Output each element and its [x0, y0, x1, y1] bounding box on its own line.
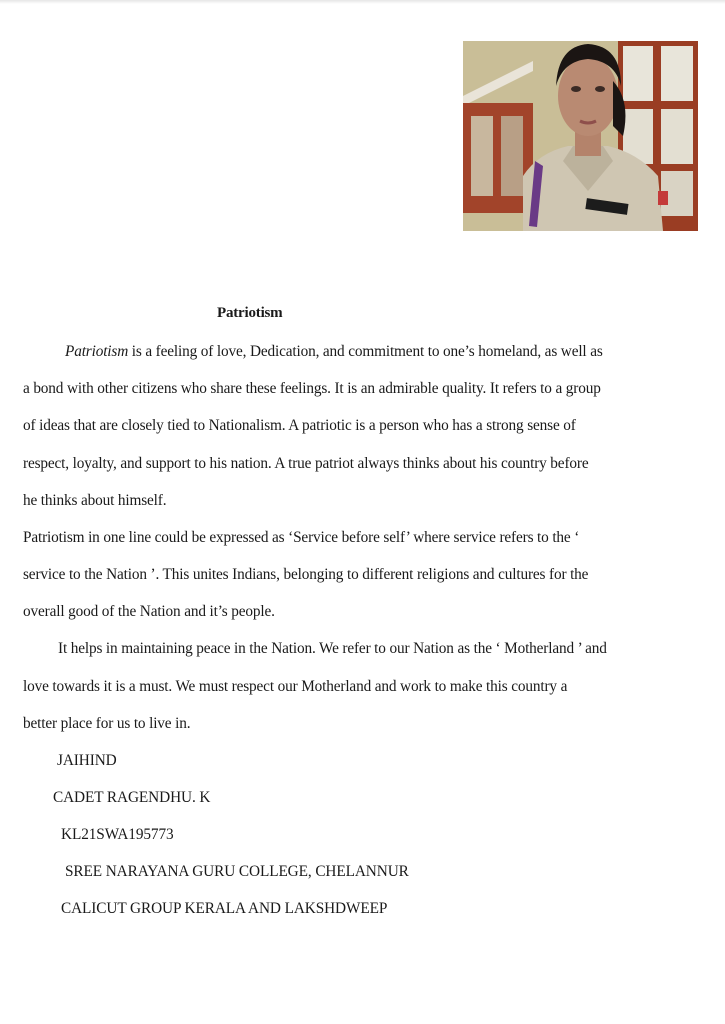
paragraph-3-line-3: better place for us to live in. [23, 715, 191, 732]
signature-group: CALICUT GROUP KERALA AND LAKSHDWEEP [61, 900, 388, 917]
paragraph-1-line-1 [65, 343, 603, 361]
portrait-image [463, 41, 698, 231]
document-title: Patriotism [217, 305, 283, 321]
paragraph-1-line-5: he thinks about himself. [23, 492, 167, 509]
signature-slogan: JAIHIND [57, 752, 117, 769]
line-text: is a feeling of love, Dedication, and commitment to one’s homeland, as well as [128, 343, 603, 360]
paragraph-3-line-1: It helps in maintaining peace in the Nation. We refer to our Nation as the ‘ Motherland ’ and [58, 640, 607, 657]
paragraph-1-line-4: respect, loyalty, and support to his nation. A true patriot always thinks about his country before [23, 455, 589, 472]
paragraph-2-line-2: service to the Nation ’. This unites Indians, belonging to different religions and cultures for the [23, 566, 589, 583]
page-top-shadow [0, 0, 725, 4]
italic-lead-word: Patriotism [65, 343, 129, 360]
signature-college: SREE NARAYANA GURU COLLEGE, CHELANNUR [65, 863, 409, 880]
signature-name: CADET RAGENDHU. K [53, 789, 211, 806]
signature-regimental-number: KL21SWA195773 [61, 826, 174, 843]
paragraph-3-line-2: love towards it is a must. We must respect our Motherland and work to make this country a [23, 678, 568, 695]
paragraph-1-line-3: of ideas that are closely tied to Nationalism. A patriotic is a person who has a strong sense of [23, 417, 576, 434]
paragraph-2-line-1: Patriotism in one line could be expressed as ‘Service before self’ where service refers to the ‘ [23, 529, 580, 546]
paragraph-1-line-2: a bond with other citizens who share these feelings. It is an admirable quality. It refers to a group [23, 380, 601, 397]
cadet-photo [463, 41, 698, 231]
paragraph-2-line-3: overall good of the Nation and it’s people. [23, 603, 275, 620]
